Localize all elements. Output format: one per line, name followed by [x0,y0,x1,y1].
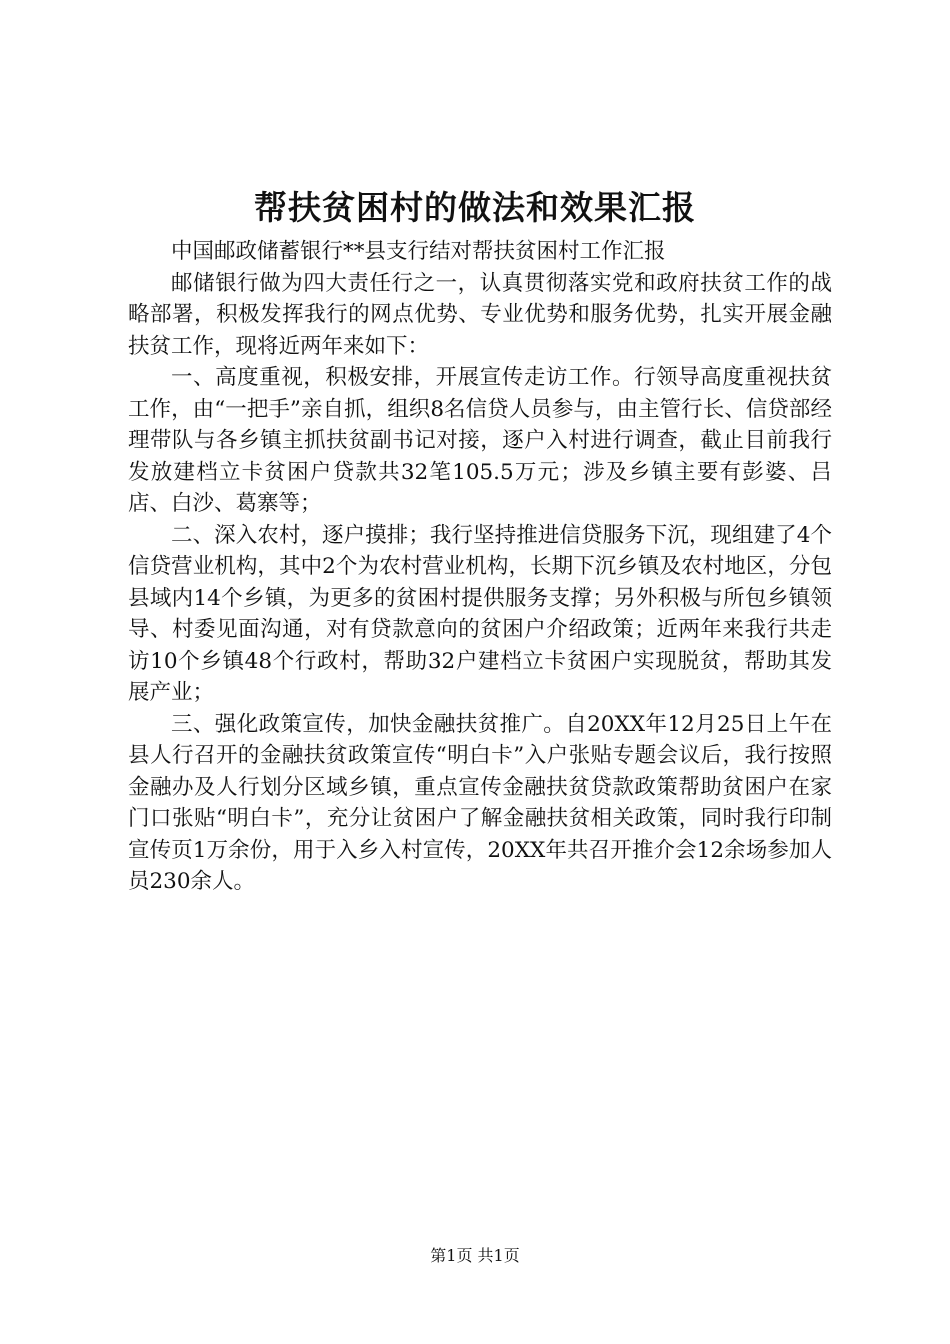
paragraph-section-1: 一、高度重视，积极安排，开展宣传走访工作。行领导高度重视扶贫工作，由“一把手”亲自抓，组织8名信贷人员参与，由主管行长、信贷部经理带队与各乡镇主抓扶贫副书记对接，逐户入村进行调查，截止目前我行发放建档立卡贫困户贷款共32笔105.5万元；涉及乡镇主要有彭婆、吕店、白沙、葛寨等； [128,365,832,516]
document-title: 帮扶贫困村的做法和效果汇报 [254,188,696,227]
document-body [128,236,832,898]
page-number-footer: 第1页 共1页 [430,1246,520,1265]
paragraph-subtitle: 中国邮政储蓄银行**县支行结对帮扶贫困村工作汇报 [171,239,666,264]
paragraph-section-3: 三、强化政策宣传，加快金融扶贫推广。自20XX年12月25日上午在县人行召开的金融扶贫政策宣传“明白卡”入户张贴专题会议后，我行按照金融办及人行划分区域乡镇，重点宣传金融扶贫贷款政策帮助贫困户在家门口张贴“明白卡”，充分让贫困户了解金融扶贫相关政策，同时我行印制宣传页1万余份，用于入乡入村宣传，20XX年共召开推介会12余场参加人员230余人。 [128,711,832,894]
paragraph-section-2: 二、深入农村，逐户摸排；我行坚持推进信贷服务下沉，现组建了4个信贷营业机构，其中2个为农村营业机构，长期下沉乡镇及农村地区，分包县域内14个乡镇，为更多的贫困村提供服务支撑；另外积极与所包乡镇领导、村委见面沟通，对有贷款意向的贫困户介绍政策；近两年来我行共走访10个乡镇48个行政村，帮助32户建档立卡贫困户实现脱贫，帮助其发展产业； [128,522,832,705]
paragraph-intro: 邮储银行做为四大责任行之一，认真贯彻落实党和政府扶贫工作的战略部署，积极发挥我行的网点优势、专业优势和服务优势，扎实开展金融扶贫工作，现将近两年来如下： [128,270,832,359]
